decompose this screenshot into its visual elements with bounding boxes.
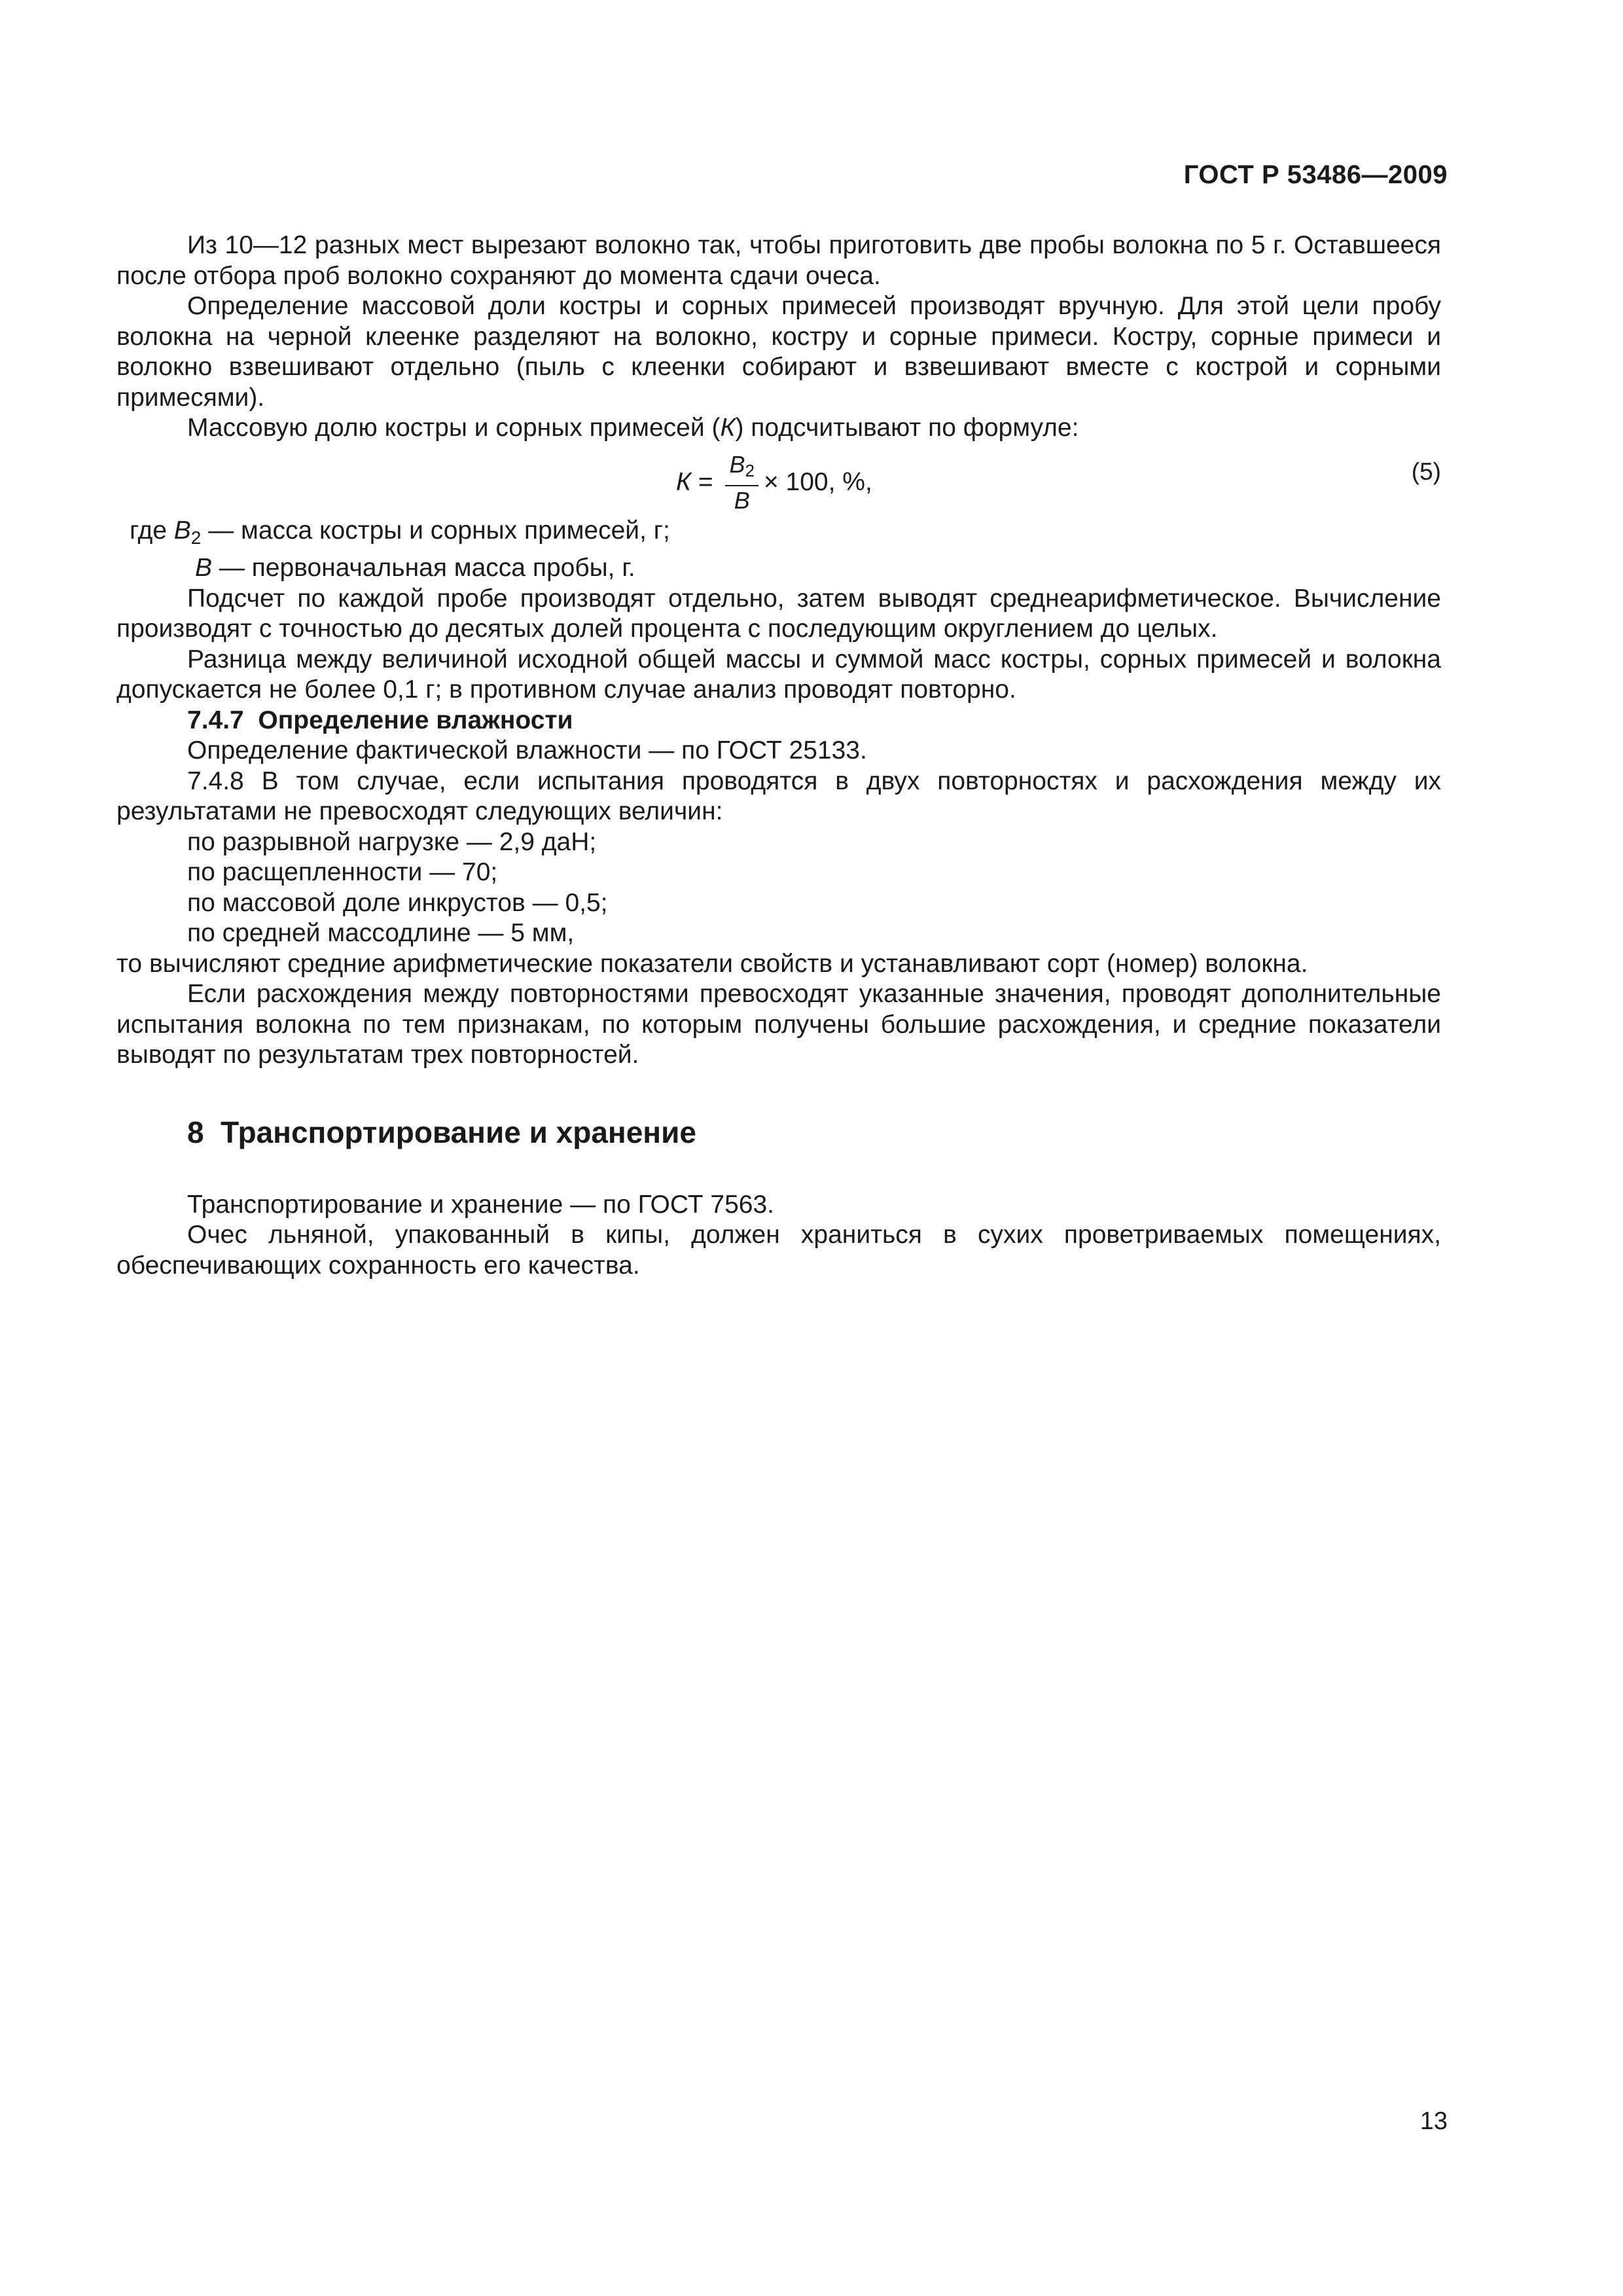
paragraph-method: Определение массовой доли костры и сорных примесей производят вручную. Для этой цели пробу волокна на черной клеенке разделяют на волокно, костру и сорные примеси. Костру, сорные примеси и волокно взвешивают отдельно (пыль с клеенки собирают и взвешивают вместе с кострой и сорными примесями). [116, 292, 1441, 412]
legend-b-text: — первоначальная масса пробы, г. [212, 554, 635, 582]
list-item: по средней массодлине — 5 мм, [187, 919, 575, 947]
paragraph-sampling: Из 10—12 разных мест вырезают волокно так, чтобы приготовить две пробы волокна по 5 г. Оставшееся после отбора проб волокно сохраняют до момента сдачи очеса. [116, 231, 1441, 290]
page-number: 13 [1419, 2108, 1448, 2135]
standard-code-header: ГОСТ Р 53486—2009 [1183, 160, 1448, 189]
formula-5 [676, 452, 872, 514]
legend-b-var: В [195, 554, 213, 582]
paragraph-formula-intro [116, 413, 1441, 444]
formula-lhs: К [676, 467, 691, 496]
document-body [116, 230, 1441, 1281]
paragraph-748: 7.4.8 В том случае, если испытания проводятся в двух повторностях и расхождения между их результатами не превосходят следующих величин: [116, 766, 1441, 825]
formula-equals: = [691, 467, 721, 496]
legend-b2-sub: 2 [190, 527, 202, 548]
formula-denominator: В [734, 486, 750, 514]
section-title-8: 8 Транспортирование и хранение [187, 1115, 696, 1149]
formula-numerator [725, 452, 758, 486]
formula-block [116, 444, 1441, 516]
list-item: по разрывной нагрузке — 2,9 даН; [187, 827, 597, 856]
formula-fraction [725, 452, 758, 514]
subsection-title-747: 7.4.7 Определение влажности [187, 706, 573, 734]
formula-number: (5) [1411, 457, 1441, 485]
legend-b2 [116, 516, 1441, 554]
paragraph-transport: Транспортирование и хранение — по ГОСТ 7563. [187, 1190, 774, 1219]
legend-where: где [130, 516, 174, 545]
formula-intro-after: ) подсчитывают по формуле: [735, 414, 1079, 442]
list-item: по массовой доле инкрустов — 0,5; [187, 888, 608, 917]
paragraph-tolerance: Разница между величиной исходной общей массы и суммой масс костры, сорных примесей и волокна допускается не более 0,1 г; в противном случае анализ проводят повторно. [116, 645, 1441, 704]
legend-b2-var: В [173, 516, 191, 545]
list-item: по расщепленности — 70; [187, 858, 498, 886]
paragraph-calculation: Подсчет по каждой пробе производят отдельно, затем выводят среднеарифметическое. Вычисление производят с точностью до десятых долей процента с последующим округлением до целых. [116, 584, 1441, 643]
paragraph-result: то вычисляют средние арифметические показатели свойств и устанавливают сорт (номер) волокна. [116, 949, 1308, 978]
formula-rhs: × 100, %, [763, 467, 872, 496]
numerator-var: В [729, 450, 745, 478]
legend-b [116, 553, 1441, 584]
formula-intro-before: Массовую долю костры и сорных примесей ( [187, 414, 721, 442]
paragraph-storage: Очес льняной, упакованный в кипы, должен храниться в сухих проветриваемых помещениях, обеспечивающих сохранность его качества. [116, 1221, 1441, 1280]
formula-intro-var: К [720, 414, 736, 442]
formula-legend [116, 516, 1441, 584]
paragraph-humidity: Определение фактической влажности — по ГОСТ 25133. [187, 736, 867, 764]
legend-b2-text: — масса костры и сорных примесей, г; [201, 516, 670, 545]
numerator-sub: 2 [745, 460, 755, 480]
paragraph-additional-tests: Если расхождения между повторностями превосходят указанные значения, проводят дополнительные испытания волокна по тем признакам, по которым получены большие расхождения, и средние показатели выводят по результатам трех повторностей. [116, 980, 1441, 1069]
